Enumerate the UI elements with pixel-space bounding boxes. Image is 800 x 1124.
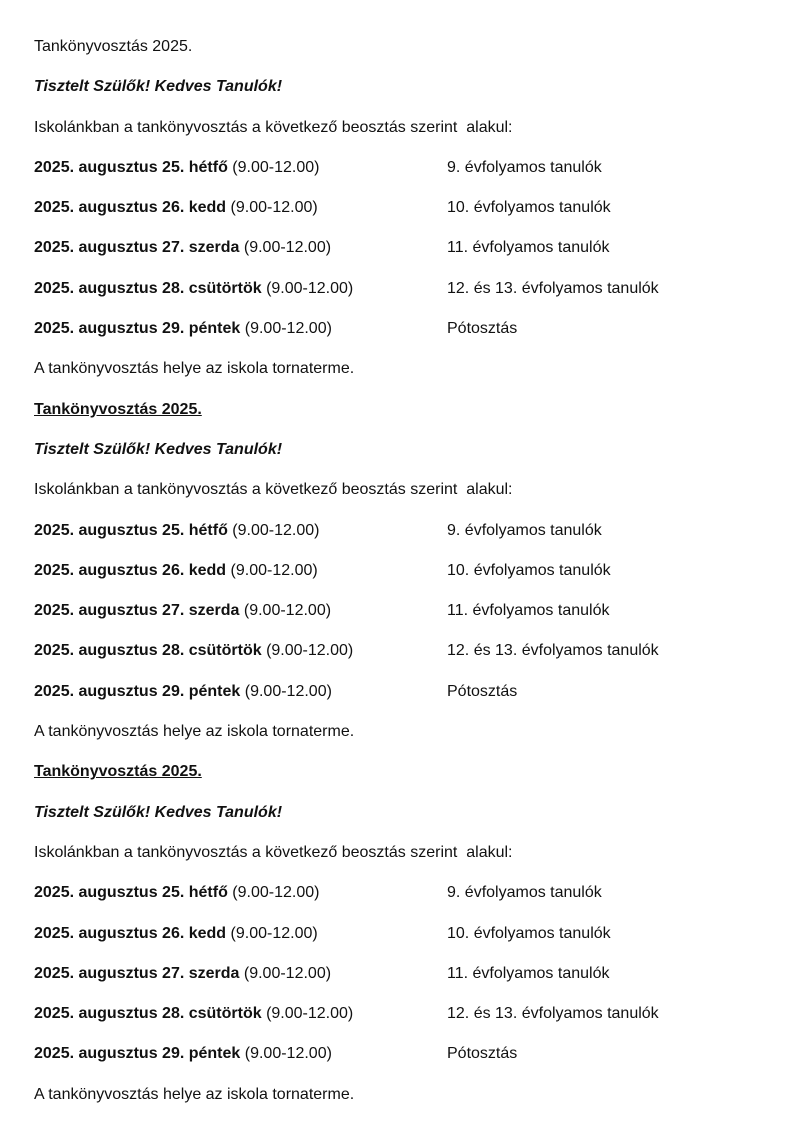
schedule-date: 2025. augusztus 25. hétfő <box>34 158 233 176</box>
schedule-date: 2025. augusztus 25. hétfő <box>34 884 233 902</box>
schedule-time: (9.00-12.00) <box>232 158 320 176</box>
notice-location: A tankönyvosztás helye az iskola tornaterme. <box>34 723 355 741</box>
schedule-row <box>34 923 774 963</box>
schedule-date: 2025. augusztus 28. csütörtök <box>34 279 267 297</box>
schedule-group: 11. évfolyamos tanulók <box>447 964 610 982</box>
schedule-group: 9. évfolyamos tanulók <box>447 521 602 539</box>
notice-greeting: Tisztelt Szülők! Kedves Tanulók! <box>34 803 283 821</box>
schedule-row <box>34 197 774 237</box>
schedule-row <box>34 882 774 922</box>
schedule-date: 2025. augusztus 25. hétfő <box>34 521 233 539</box>
schedule-date: 2025. augusztus 29. péntek <box>34 320 245 338</box>
schedule-time: (9.00-12.00) <box>266 1005 354 1023</box>
schedule-row <box>34 560 774 600</box>
schedule-row <box>34 318 774 358</box>
schedule-group: 9. évfolyamos tanulók <box>447 884 602 902</box>
notice-title: Tankönyvosztás 2025. <box>34 400 202 418</box>
schedule-date: 2025. augusztus 27. szerda <box>34 964 244 982</box>
schedule-group: 12. és 13. évfolyamos tanulók <box>447 1005 659 1023</box>
document-page <box>34 36 774 1124</box>
notice-title: Tankönyvosztás 2025. <box>34 38 193 55</box>
schedule-time: (9.00-12.00) <box>243 239 332 257</box>
schedule-time: (9.00-12.00) <box>232 521 320 539</box>
schedule-date: 2025. augusztus 26. kedd <box>34 924 231 942</box>
schedule-date: 2025. augusztus 28. csütörtök <box>34 642 267 660</box>
schedule-row <box>34 278 774 318</box>
notice-title: Tankönyvosztás 2025. <box>34 763 202 781</box>
notice-location: A tankönyvosztás helye az iskola tornaterme. <box>34 360 355 378</box>
schedule-time: (9.00-12.00) <box>244 1045 332 1063</box>
schedule-time: (9.00-12.00) <box>266 642 354 660</box>
notice-1 <box>34 36 774 399</box>
schedule-date: 2025. augusztus 26. kedd <box>34 561 231 579</box>
schedule-row <box>34 237 774 277</box>
schedule-group: Pótosztás <box>447 320 518 338</box>
schedule-row <box>34 1003 774 1043</box>
notice-intro: Iskolánkban a tankönyvosztás a következő beosztás szerint alakul: <box>34 843 513 861</box>
schedule-date: 2025. augusztus 28. csütörtök <box>34 1005 267 1023</box>
notice-3 <box>34 761 774 1124</box>
schedule-group: 9. évfolyamos tanulók <box>447 158 602 176</box>
schedule-group: 10. évfolyamos tanulók <box>447 199 611 217</box>
schedule-time: (9.00-12.00) <box>244 682 332 700</box>
schedule-time: (9.00-12.00) <box>243 602 332 620</box>
notice-location: A tankönyvosztás helye az iskola tornaterme. <box>34 1085 355 1103</box>
schedule-group: 12. és 13. évfolyamos tanulók <box>447 642 659 660</box>
notice-2 <box>34 399 774 762</box>
schedule-group: Pótosztás <box>447 1045 518 1063</box>
notice-intro: Iskolánkban a tankönyvosztás a következő beosztás szerint alakul: <box>34 481 513 499</box>
notice-intro: Iskolánkban a tankönyvosztás a következő beosztás szerint alakul: <box>34 118 513 136</box>
schedule-row <box>34 963 774 1003</box>
schedule-group: 11. évfolyamos tanulók <box>447 602 610 620</box>
schedule-time: (9.00-12.00) <box>230 561 318 579</box>
schedule-row <box>34 640 774 680</box>
schedule-date: 2025. augusztus 26. kedd <box>34 199 231 217</box>
schedule-date: 2025. augusztus 29. péntek <box>34 1045 245 1063</box>
schedule-date: 2025. augusztus 27. szerda <box>34 239 244 257</box>
notice-greeting: Tisztelt Szülők! Kedves Tanulók! <box>34 440 283 458</box>
schedule-row <box>34 157 774 197</box>
schedule-group: 11. évfolyamos tanulók <box>447 239 610 257</box>
notice-greeting: Tisztelt Szülők! Kedves Tanulók! <box>34 78 283 96</box>
schedule-group: 10. évfolyamos tanulók <box>447 924 611 942</box>
schedule-group: 10. évfolyamos tanulók <box>447 561 611 579</box>
schedule-time: (9.00-12.00) <box>230 199 318 217</box>
schedule-group: Pótosztás <box>447 682 518 700</box>
schedule-row <box>34 600 774 640</box>
schedule-row <box>34 681 774 721</box>
schedule-time: (9.00-12.00) <box>230 924 318 942</box>
schedule-row <box>34 1043 774 1083</box>
schedule-time: (9.00-12.00) <box>266 279 354 297</box>
schedule-row <box>34 520 774 560</box>
schedule-time: (9.00-12.00) <box>243 964 332 982</box>
schedule-date: 2025. augusztus 29. péntek <box>34 682 245 700</box>
schedule-group: 12. és 13. évfolyamos tanulók <box>447 279 659 297</box>
schedule-time: (9.00-12.00) <box>232 884 320 902</box>
schedule-date: 2025. augusztus 27. szerda <box>34 602 244 620</box>
schedule-time: (9.00-12.00) <box>244 320 332 338</box>
